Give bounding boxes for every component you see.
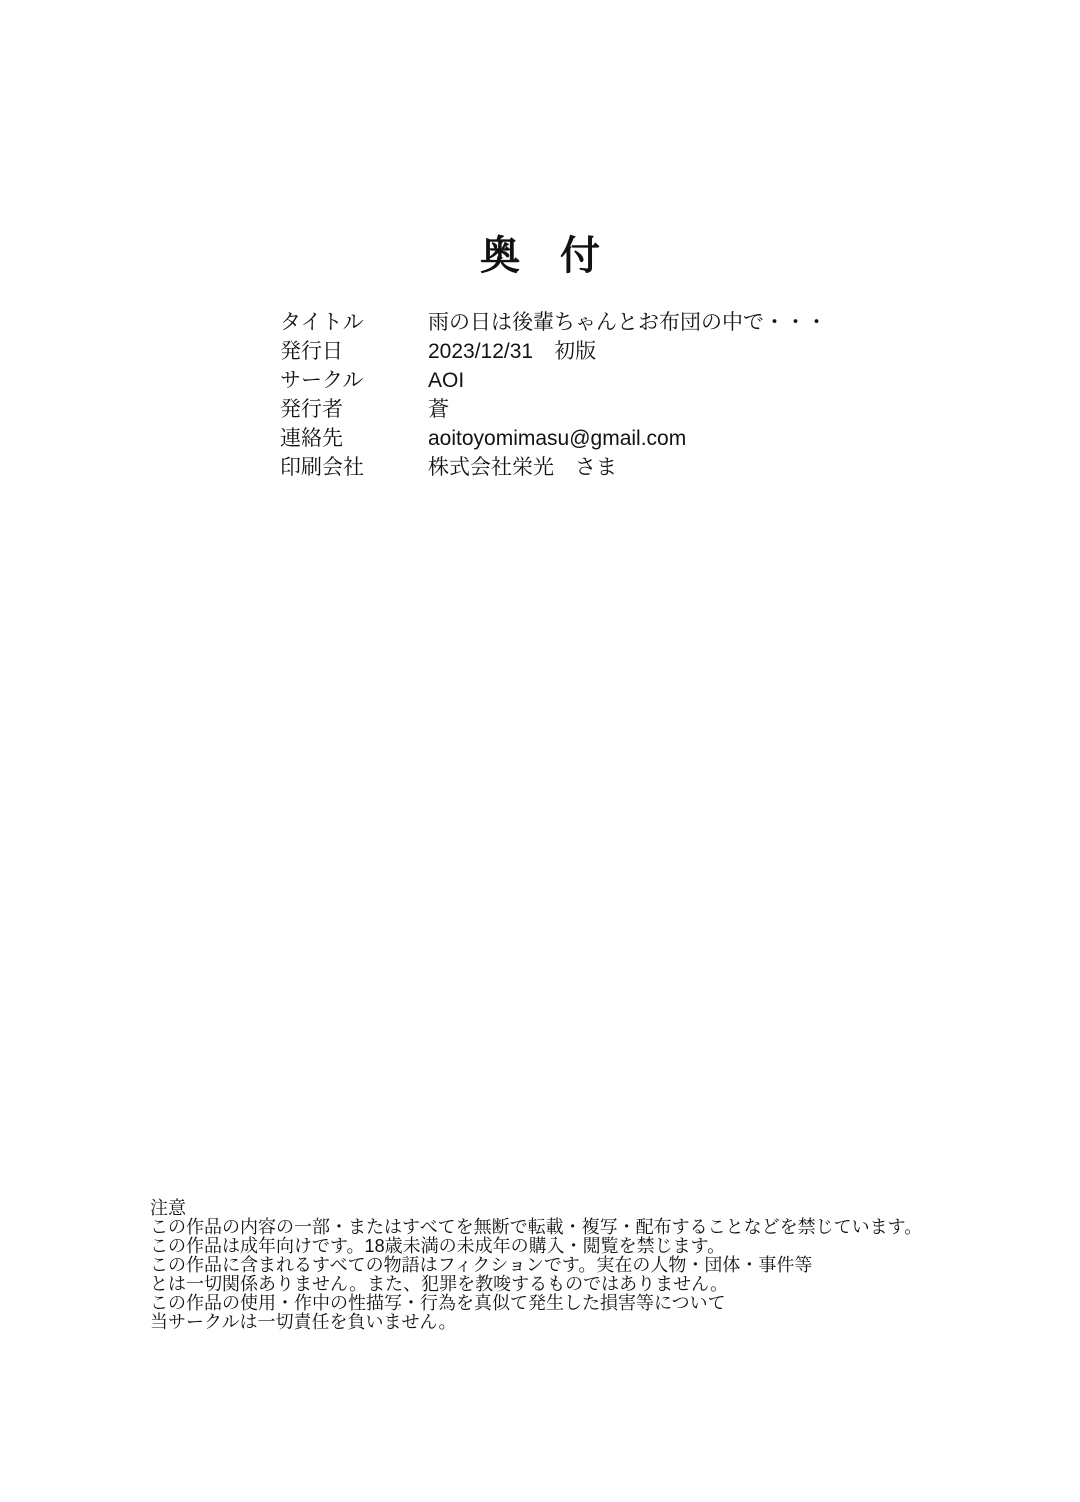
- colophon-value-title: 雨の日は後輩ちゃんとお布団の中で・・・: [428, 311, 827, 334]
- colophon-row-publish-date: [280, 337, 827, 366]
- colophon-row-contact: [280, 424, 827, 453]
- notice-line-4: とは一切関係ありません。また、犯罪を教唆するものではありません。: [150, 1274, 729, 1294]
- colophon-label-circle: サークル: [280, 369, 364, 392]
- colophon-value-circle: AOI: [428, 369, 465, 392]
- notice-line-5: この作品の使用・作中の性描写・行為を真似て発生した損害等について: [150, 1293, 726, 1313]
- colophon-value-publisher: 蒼: [428, 398, 449, 421]
- colophon-row-circle: [280, 366, 827, 395]
- colophon-label-publish-date: 発行日: [280, 340, 343, 363]
- colophon-label-printer: 印刷会社: [280, 456, 364, 479]
- notice-heading: 注意: [150, 1198, 186, 1218]
- colophon-label-title: タイトル: [280, 311, 364, 334]
- colophon-label-publisher: 発行者: [280, 398, 343, 421]
- colophon-value-contact: aoitoyomimasu@gmail.com: [428, 427, 687, 450]
- page-title: 奥 付: [480, 234, 600, 278]
- notice-line-1: この作品の内容の一部・またはすべてを無断で転載・複写・配布することなどを禁じています。: [150, 1217, 923, 1237]
- colophon-value-printer: 株式会社栄光 さま: [428, 456, 617, 479]
- colophon-value-publish-date: 2023/12/31 初版: [428, 340, 597, 363]
- notice-line-3: この作品に含まれるすべての物語はフィクションです。実在の人物・団体・事件等: [150, 1255, 813, 1275]
- colophon-label-contact: 連絡先: [280, 427, 343, 450]
- notice-line-2: この作品は成年向けです。18歳未満の未成年の購入・閲覧を禁じます。: [150, 1236, 726, 1256]
- notice-block: [150, 1199, 922, 1332]
- colophon-row-publisher: [280, 395, 827, 424]
- colophon-row-printer: [280, 453, 827, 482]
- notice-line-6: 当サークルは一切責任を負いません。: [150, 1312, 457, 1332]
- colophon-row-title: [280, 308, 827, 337]
- colophon-table: [280, 308, 827, 482]
